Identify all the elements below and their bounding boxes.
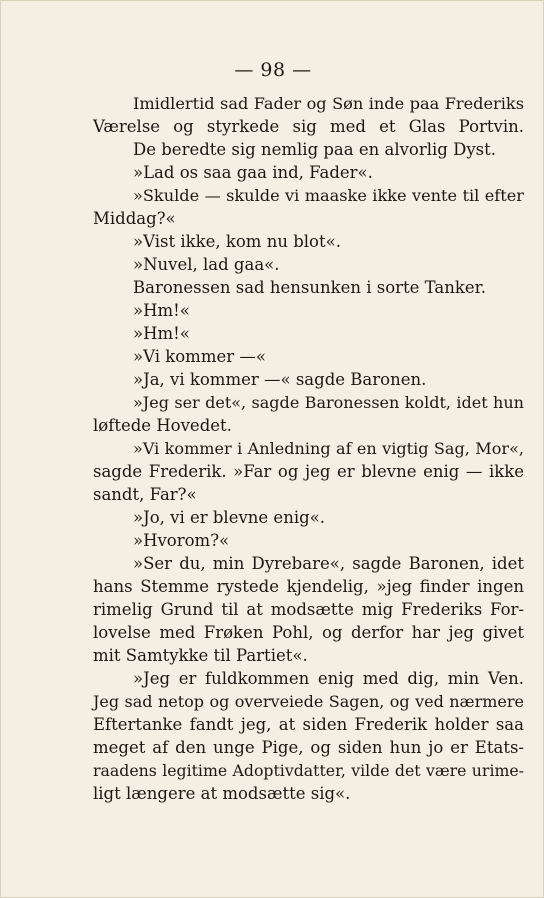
text-line: Middag?«: [93, 209, 176, 228]
text-line: »Hvorom?«: [133, 531, 230, 550]
text-line: »Jo, vi er blevne enig«.: [133, 508, 326, 527]
text-line: Imidlertid sad Fader og Søn inde paa Frederiks: [133, 94, 524, 113]
text-line: »Ser du, min Dyrebare«, sagde Baronen, idet: [133, 554, 524, 573]
text-line: »Hm!«: [133, 301, 190, 320]
text-line: »Hm!«: [133, 324, 190, 343]
text-line: »Nuvel, lad gaa«.: [133, 255, 280, 274]
text-line: »Jeg er fuldkommen enig med dig, min Ven.: [133, 669, 524, 688]
text-line: »Vi kommer i Anledning af en vigtig Sag, Mor«,: [133, 439, 524, 458]
text-line: »Vist ikke, kom nu blot«.: [133, 232, 341, 251]
text-line: »Vi kommer —«: [133, 347, 266, 366]
text-line: rimelig Grund til at modsætte mig Frederiks For-: [93, 600, 524, 619]
text-line: ligt længere at modsætte sig«.: [93, 784, 351, 803]
text-line: løftede Hovedet.: [93, 416, 232, 435]
text-line: hans Stemme rystede kjendelig, »jeg finder ingen: [93, 577, 524, 596]
text-line: Baronessen sad hensunken i sorte Tanker.: [133, 278, 486, 297]
text-line: »Jeg ser det«, sagde Baronessen koldt, idet hun: [133, 393, 524, 412]
page-text: [93, 92, 524, 805]
text-line: sagde Frederik. »Far og jeg er blevne enig — ikke: [93, 462, 524, 481]
text-line: lovelse med Frøken Pohl, og derfor har jeg givet: [93, 623, 524, 642]
text-line: meget af den unge Pige, og siden hun jo er Etats-: [93, 738, 524, 757]
text-line: De beredte sig nemlig paa en alvorlig Dyst.: [133, 140, 496, 159]
text-line: »Lad os saa gaa ind, Fader«.: [133, 163, 373, 182]
text-line: raadens legitime Adoptivdatter, vilde det være urime-: [93, 761, 524, 780]
page-number: — 98 —: [234, 59, 312, 81]
text-line: Værelse og styrkede sig med et Glas Portvin.: [93, 117, 524, 136]
text-line: sandt, Far?«: [93, 485, 197, 504]
text-line: Jeg sad netop og overveiede Sagen, og ved nærmere: [93, 692, 524, 711]
text-line: Eftertanke fandt jeg, at siden Frederik holder saa: [93, 715, 524, 734]
text-line: »Skulde — skulde vi maaske ikke vente til efter: [133, 186, 524, 205]
text-line: »Ja, vi kommer —« sagde Baronen.: [133, 370, 427, 389]
text-line: mit Samtykke til Partiet«.: [93, 646, 308, 665]
